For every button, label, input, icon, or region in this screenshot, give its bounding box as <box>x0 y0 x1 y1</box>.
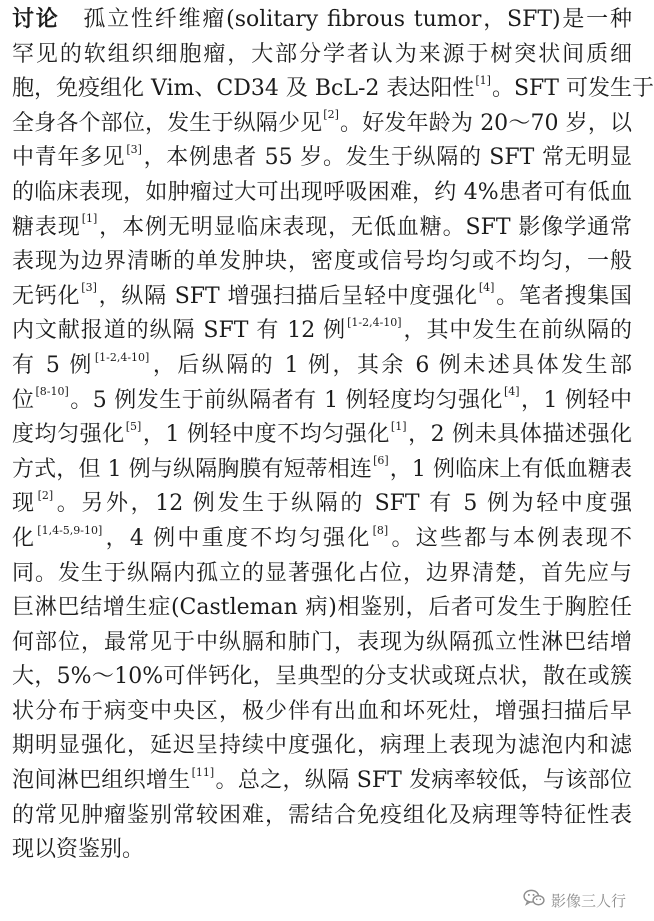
text-line <box>12 280 632 315</box>
text-segment: 方式，但 1 例与纵隔胸膜有短蒂相连 <box>12 456 373 482</box>
watermark <box>523 889 626 911</box>
text-segment: ，2 例未具体描述强化 <box>407 422 632 448</box>
text-segment: 糖表现 <box>12 214 81 240</box>
text-segment: 。5 例发生于前纵隔者有 1 例轻度均匀强化 <box>69 387 503 413</box>
text-segment: ，1 例轻中度不均匀强化 <box>142 422 390 448</box>
text-line <box>12 141 632 176</box>
citation-ref: [2] <box>37 488 54 502</box>
text-segment: 中青年多见 <box>12 145 126 171</box>
section-heading: 讨论 <box>12 7 60 32</box>
text-segment: 内文献报道的纵隔 SFT 有 12 例 <box>12 318 347 344</box>
citation-ref: [8-10] <box>35 385 69 399</box>
text-segment: 无钙化 <box>12 283 81 309</box>
text-segment: 胞，免疫组化 Vim、CD34 及 BcL-2 表达阳性 <box>12 76 475 102</box>
text-segment: ，本例患者 55 岁。发生于纵隔的 SFT 常无明显 <box>142 145 632 171</box>
text-segment: 巨淋巴结增生症(Castleman 病)相鉴别，后者可发生于胸腔任 <box>12 595 632 621</box>
citation-ref: [1,4-5,9-10] <box>37 523 103 537</box>
citation-ref: [1] <box>475 73 491 87</box>
text-line <box>12 38 632 73</box>
text-line <box>12 176 632 211</box>
text-segment: 有 5 例 <box>12 352 94 378</box>
text-segment: 化 <box>12 525 37 551</box>
text-line <box>12 660 632 695</box>
text-line <box>12 487 632 522</box>
text-line <box>12 799 632 834</box>
text-segment: 的临床表现，如肿瘤过大可出现呼吸困难，约 4%患者可有低血 <box>12 179 632 205</box>
citation-ref: [1-2,4-10] <box>94 350 150 364</box>
text-segment: 期明显强化，延迟呈持续中度强化，病理上表现为滤泡内和滤 <box>12 733 632 759</box>
text-segment: 。这些都与本例表现不 <box>389 525 632 551</box>
text-segment: 大，5%～10%可伴钙化，呈典型的分支状或斑点状，散在或簇 <box>12 664 632 690</box>
text-line <box>12 3 632 38</box>
text-line <box>12 314 632 349</box>
text-segment: 状分布于病变中央区，极少伴有出血和坏死灶，增强扫描后早 <box>12 698 632 724</box>
text-line <box>12 833 632 868</box>
text-line <box>12 626 632 661</box>
text-segment: 。笔者搜集国 <box>495 283 632 309</box>
text-segment: ，纵隔 SFT 增强扫描后呈轻中度强化 <box>97 283 478 309</box>
text-segment: 。好发年龄为 20～70 岁，以 <box>339 110 632 136</box>
text-segment: 度均匀强化 <box>12 422 125 448</box>
text-segment: 全身各个部位，发生于纵隔少见 <box>12 110 323 136</box>
text-line <box>12 72 654 107</box>
citation-ref: [2] <box>323 108 339 122</box>
text-segment: 。另外，12 例发生于纵隔的 SFT 有 5 例为轻中度强 <box>54 491 632 517</box>
text-segment: ，后纵隔的 1 例，其余 6 例未述具体发生部 <box>150 352 633 378</box>
citation-ref: [3] <box>81 281 97 295</box>
text-line <box>12 211 632 246</box>
text-segment: 。SFT 可发生于 <box>491 76 654 102</box>
text-line <box>12 107 632 142</box>
text-segment: 孤立性纤维瘤(solitary fibrous tumor，SFT)是一种 <box>81 7 632 32</box>
citation-ref: [8] <box>372 523 389 537</box>
text-segment: ，4 例中重度不均匀强化 <box>103 525 372 551</box>
citation-ref: [4] <box>478 281 495 295</box>
text-line <box>12 729 632 764</box>
citation-ref: [3] <box>126 143 142 157</box>
citation-ref: [1] <box>81 212 98 226</box>
article-body <box>12 3 654 868</box>
citation-ref: [5] <box>125 419 142 433</box>
citation-ref: [1-2,4-10] <box>347 316 402 330</box>
citation-ref: [6] <box>373 454 389 468</box>
text-segment: ，1 例轻中 <box>520 387 632 413</box>
text-line <box>12 245 632 280</box>
text-line <box>12 453 632 488</box>
text-segment: 位 <box>12 387 35 413</box>
text-segment: ，本例无明显临床表现，无低血糖。SFT 影像学通常 <box>98 214 632 240</box>
citation-ref: [11] <box>191 765 215 779</box>
text-segment: ，1 例临床上有低血糖表 <box>389 456 632 482</box>
text-segment: 现 <box>12 491 37 517</box>
text-segment: 的常见肿瘤鉴别常较困难，需结合免疫组化及病理等特征性表 <box>12 802 632 828</box>
text-segment: 罕见的软组织细胞瘤，大部分学者认为来源于树突状间质细 <box>12 41 632 67</box>
text-segment: 何部位，最常见于中纵膈和肺门，表现为纵隔孤立性淋巴结增 <box>12 629 632 655</box>
citation-ref: [4] <box>503 385 520 399</box>
text-line <box>12 384 632 419</box>
text-segment: 。总之，纵隔 SFT 发病率较低，与该部位 <box>215 768 632 794</box>
text-line <box>12 591 632 626</box>
text-line <box>12 557 632 592</box>
text-segment: 同。发生于纵隔内孤立的显著强化占位，边界清楚，首先应与 <box>12 560 632 586</box>
text-segment: 现以资鉴别。 <box>12 837 145 863</box>
text-segment: ，其中发生在前纵隔的 <box>402 318 632 344</box>
watermark-text: 影像三人行 <box>550 891 626 910</box>
text-line <box>12 349 632 384</box>
text-segment: 表现为边界清晰的单发肿块，密度或信号均匀或不均匀，一般 <box>12 249 632 275</box>
text-line <box>12 695 632 730</box>
text-line <box>12 418 632 453</box>
text-line <box>12 764 632 799</box>
wechat-icon <box>523 889 545 911</box>
citation-ref: [1] <box>390 419 407 433</box>
text-line <box>12 522 632 557</box>
text-segment: 泡间淋巴组织增生 <box>12 768 191 794</box>
